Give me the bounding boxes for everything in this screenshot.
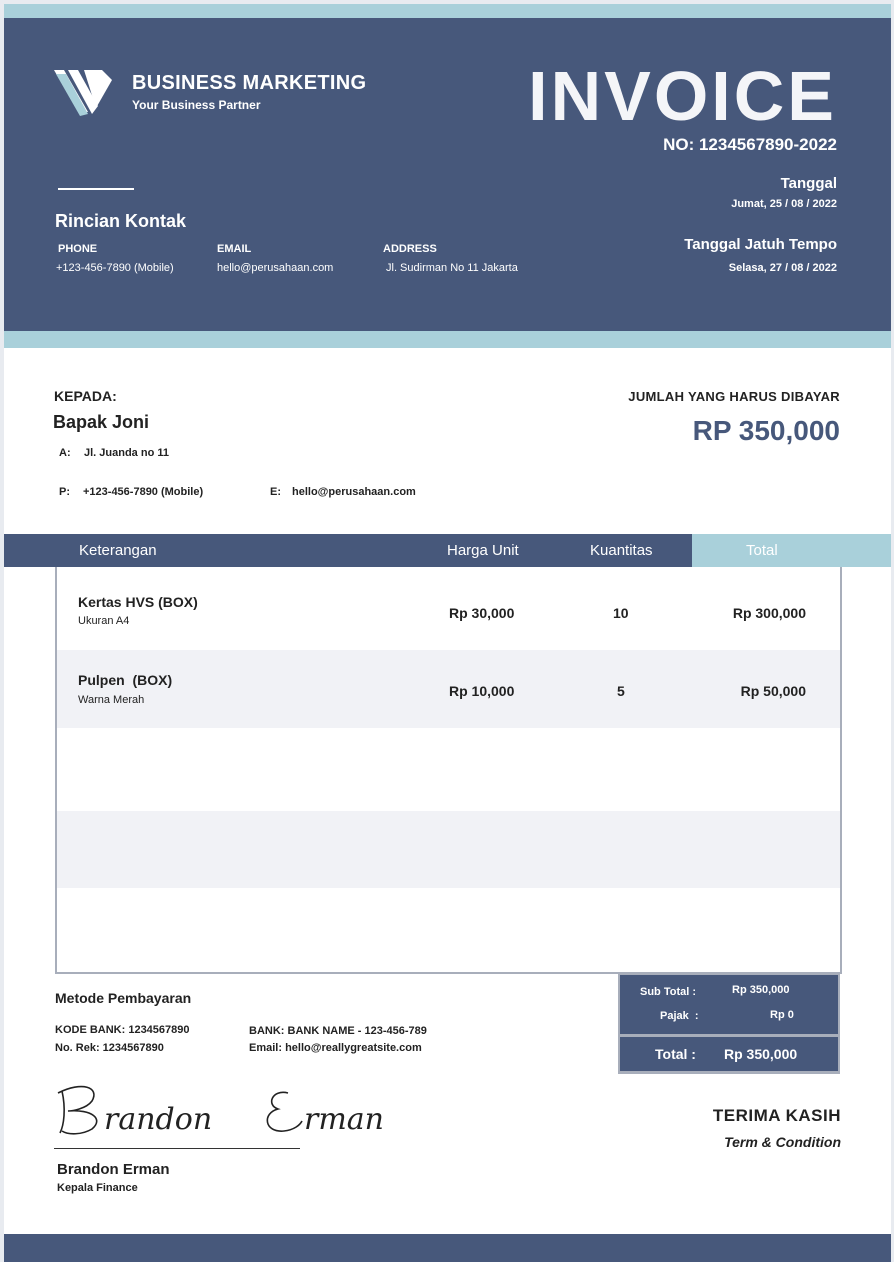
item-description: Warna Merah — [78, 694, 145, 706]
table-row — [57, 650, 840, 728]
payment-heading: Metode Pembayaran — [55, 990, 192, 1006]
brand-name: BUSINESS MARKETING — [132, 72, 367, 94]
subtotal-panel — [620, 975, 838, 1034]
svg-text:randon: randon — [104, 1102, 213, 1137]
items-table-header — [4, 534, 891, 567]
contact-heading: Rincian Kontak — [55, 211, 187, 231]
invoice-title: INVOICE — [528, 57, 837, 135]
svg-text:rman: rman — [304, 1102, 384, 1137]
table-row — [57, 572, 840, 650]
header-unit-price: Harga Unit — [447, 542, 519, 559]
item-name: Pulpen (BOX) — [78, 672, 173, 688]
thank-you-text: TERIMA KASIH — [712, 1106, 841, 1125]
contact-divider — [58, 188, 134, 190]
item-unit-price: Rp 30,000 — [449, 605, 515, 621]
item-description: Ukuran A4 — [78, 615, 130, 627]
logo-icon — [54, 70, 116, 118]
table-row-empty — [57, 728, 840, 811]
bill-to-phone: +123-456-7890 (Mobile) — [83, 486, 204, 498]
grand-total-value: Rp 350,000 — [724, 1046, 798, 1062]
table-row-empty — [57, 888, 840, 972]
bill-to-name: Bapak Joni — [53, 412, 150, 432]
email-label: EMAIL — [217, 243, 252, 255]
amount-due-label: JUMLAH YANG HARUS DIBAYAR — [628, 389, 840, 404]
tax-value: Rp 0 — [770, 1009, 794, 1021]
bill-to-email-prefix: E: — [270, 486, 281, 498]
item-unit-price: Rp 10,000 — [449, 683, 515, 699]
address-label: ADDRESS — [383, 243, 437, 255]
phone-value: +123-456-7890 (Mobile) — [56, 262, 174, 274]
items-table-body — [55, 567, 842, 974]
address-value: Jl. Sudirman No 11 Jakarta — [386, 262, 518, 274]
bill-to-address-prefix: A: — [59, 447, 71, 459]
item-quantity: 5 — [617, 683, 625, 699]
due-date-value: Selasa, 27 / 08 / 2022 — [728, 262, 837, 274]
bill-to-address: Jl. Juanda no 11 — [84, 447, 169, 459]
bank-name: BANK: BANK NAME - 123-456-789 — [249, 1025, 427, 1037]
total-header-cell — [692, 534, 891, 567]
invoice-number: NO: 1234567890-2022 — [663, 135, 837, 154]
bank-code: KODE BANK: 1234567890 — [55, 1024, 190, 1036]
bill-to-phone-prefix: P: — [59, 486, 70, 498]
item-name: Kertas HVS (BOX) — [78, 594, 198, 610]
tax-label: Pajak : — [660, 1010, 699, 1022]
payment-email: Email: hello@reallygreatsite.com — [249, 1042, 422, 1054]
amount-due-value: RP 350,000 — [692, 415, 840, 446]
header-total: Total — [746, 542, 778, 559]
bill-to-email: hello@perusahaan.com — [292, 486, 416, 498]
subtotal-label: Sub Total : — [640, 986, 697, 998]
bill-to-label: KEPADA: — [54, 388, 117, 404]
table-row-empty — [57, 811, 840, 888]
date-value: Jumat, 25 / 08 / 2022 — [731, 198, 837, 210]
email-value: hello@perusahaan.com — [217, 262, 334, 274]
grand-total-panel — [620, 1037, 838, 1071]
phone-label: PHONE — [58, 243, 98, 255]
signature-image — [52, 1079, 452, 1141]
item-quantity: 10 — [613, 605, 629, 621]
totals-box — [618, 973, 840, 1074]
item-total: Rp 300,000 — [732, 605, 806, 621]
header-description: Keterangan — [79, 542, 157, 559]
item-total: Rp 50,000 — [740, 683, 806, 699]
header-accent-strip — [4, 331, 891, 348]
subtotal-value: Rp 350,000 — [732, 984, 790, 996]
top-accent-strip — [4, 4, 891, 18]
invoice-page — [4, 4, 891, 1262]
date-label: Tanggal — [780, 175, 837, 192]
brand-tagline: Your Business Partner — [132, 98, 261, 112]
terms-link[interactable]: Term & Condition — [724, 1134, 841, 1150]
account-number: No. Rek: 1234567890 — [55, 1042, 164, 1054]
due-date-label: Tanggal Jatuh Tempo — [684, 236, 837, 253]
header-quantity: Kuantitas — [590, 542, 653, 559]
signer-role: Kepala Finance — [57, 1182, 138, 1194]
grand-total-label: Total : — [655, 1046, 696, 1062]
signer-name: Brandon Erman — [57, 1161, 170, 1178]
signature-line — [54, 1148, 300, 1149]
footer-bar — [4, 1234, 891, 1262]
